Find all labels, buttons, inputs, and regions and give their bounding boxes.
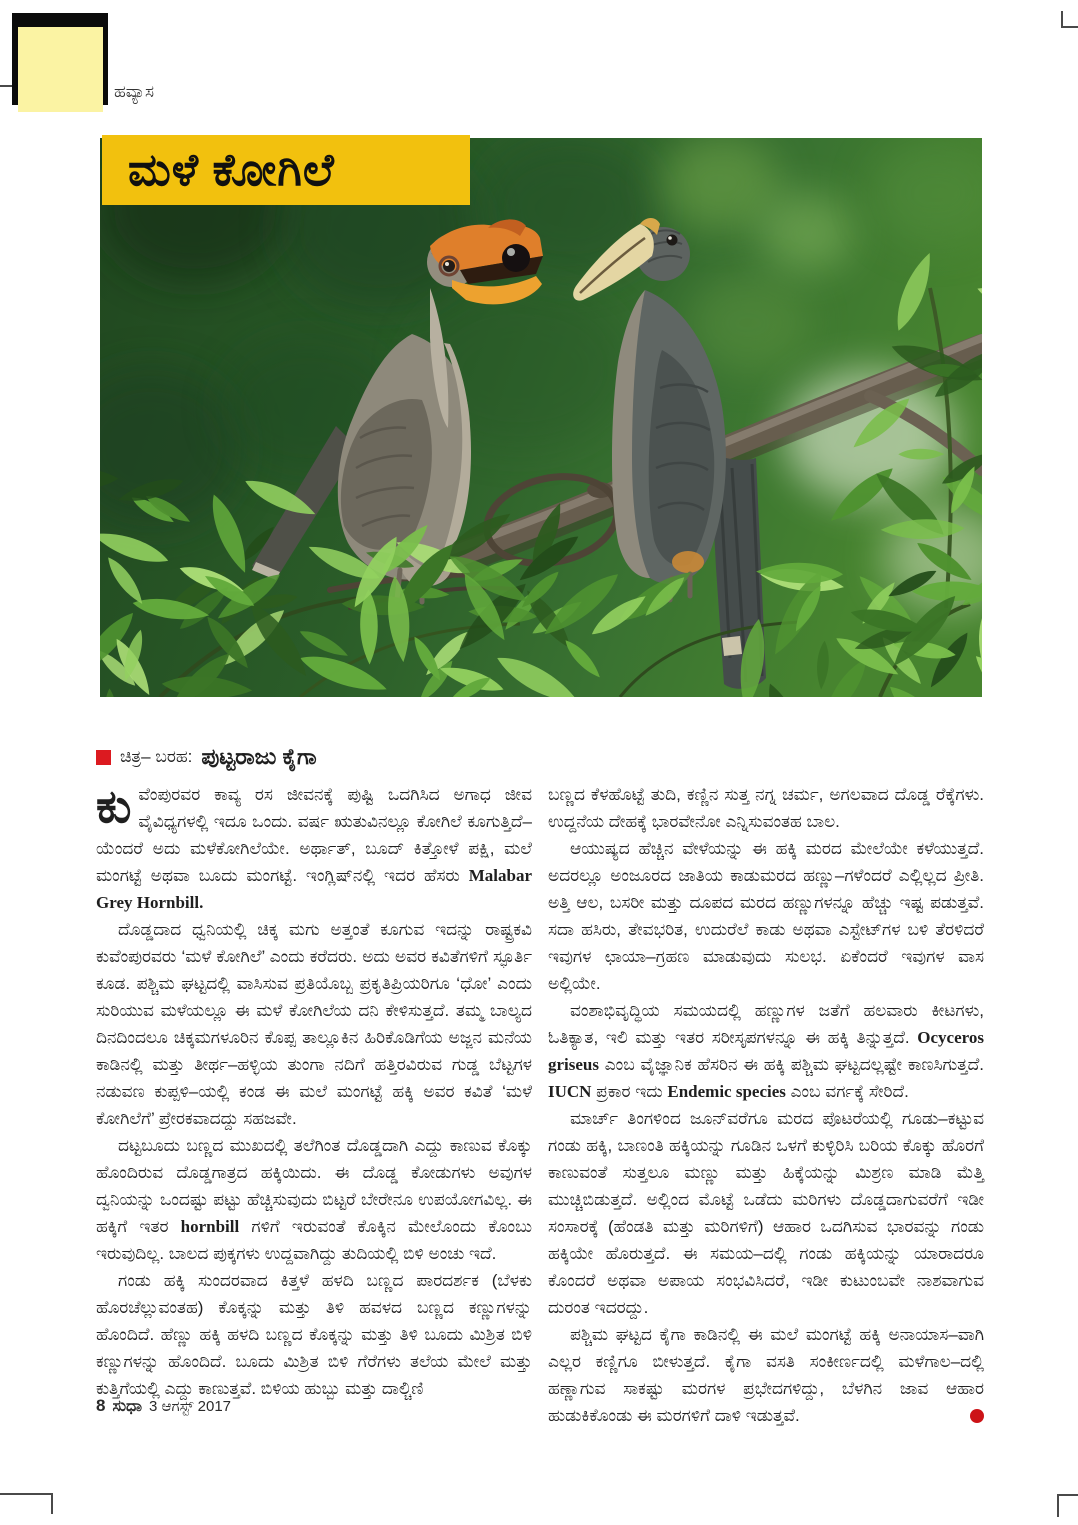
paragraph: ಆಯುಷ್ಯದ ಹೆಚ್ಚಿನ ವೇಳೆಯನ್ನು ಈ ಹಕ್ಕಿ ಮರದ ಮೇಲೆಯೇ ಕಳೆಯುತ್ತದೆ. ಅದರಲ್ಲೂ ಅಂಜೂರದ ಜಾತಿಯ ಕಾಡುಮರದ ಹಣ್ಣು–ಗಳೆಂದರೆ ಎಲ್ಲಿಲ್ಲದ ಪ್ರೀತಿ. ಅತ್ತಿ ಆಲ, ಬಸರೀ ಮತ್ತು ದೂಪದ ಮರದ ಹಣ್ಣುಗಳನ್ನೂ ಹೆಚ್ಚು ಇಷ್ಟ ಪಡುತ್ತವೆ. ಸದಾ ಹಸಿರು, ತೇವಭರಿತ, ಉದುರೆಲೆ ಕಾಡು ಅಥವಾ ಎಸ್ಟೇಟ್‌ಗಳ ಬಳಿ ತೆರಳಿದರೆ ಇವುಗಳ ಛಾಯಾ–ಗ್ರಹಣ ಮಾಡುವುದು ಸುಲಭ. ಏಕೆಂದರೆ ಇವುಗಳ ವಾಸ ಅಲ್ಲಿಯೇ. [548,839,984,993]
paragraph: ಬಣ್ಣದ ಕೆಳಹೊಟ್ಟೆ ತುದಿ, ಕಣ್ಣಿನ ಸುತ್ತ ನಗ್ನ ಚರ್ಮ, ಅಗಲವಾದ ದೊಡ್ಡ ರೆಕ್ಕೆಗಳು. ಉದ್ದನೆಯ ದೇಹಕ್ಕೆ ಭಾರವೇನೋ ಎನ್ನಿಸುವಂತಹ ಬಾಲ. [548,785,984,831]
article-end-bullet-icon [970,1409,984,1423]
crop-mark-bottom-right [1057,1494,1078,1517]
paragraph: ಪಶ್ಚಿಮ ಘಟ್ಟದ ಕೈಗಾ ಕಾಡಿನಲ್ಲಿ ಈ ಮಲೆ ಮಂಗಟ್ಟೆ ಹಕ್ಕಿ ಅನಾಯಾಸ–ವಾಗಿ ಎಲ್ಲರ ಕಣ್ಣಿಗೂ ಬೀಳುತ್ತದೆ. ಕೈಗಾ ವಸತಿ ಸಂಕೀರ್ಣದಲ್ಲಿ ಮಳೆಗಾಲ–ದಲ್ಲಿ ಹಣ್ಣಾಗುವ ಸಾಕಷ್ಟು ಮರಗಳ ಪ್ರಭೇದಗಳಿದ್ದು, ಬೆಳಗಿನ ಜಾವ ಆಹಾರ ಹುಡುಕಿಕೊಂಡು ಈ ಮರಗಳಿಗೆ ದಾಳಿ ಇಡುತ್ತವೆ. [548,1325,984,1425]
paragraph: ದಟ್ಟಬೂದು ಬಣ್ಣದ ಮುಖದಲ್ಲಿ ತಲೆಗಿಂತ ದೊಡ್ಡದಾಗಿ ಎದ್ದು ಕಾಣುವ ಕೊಕ್ಕು ಹೊಂದಿರುವ ದೊಡ್ಡಗಾತ್ರದ ಹಕ್ಕಿಯಿದು. ಈ ದೊಡ್ಡ ಕೋಡುಗಳು ಅವುಗಳ ದ್ವನಿಯನ್ನು ಒಂದಷ್ಟು ಪಟ್ಟು ಹೆಚ್ಚಿಸುವುದು ಬಿಟ್ಟರೆ ಬೇರೇನೂ ಉಪಯೋಗವಿಲ್ಲ. ಈ ಹಕ್ಕಿಗೆ ಇತರ hornbill ಗಳಿಗೆ ಇರುವಂತೆ ಕೊಕ್ಕಿನ ಮೇಲೊಂದು ಕೊಂಬು ಇರುವುದಿಲ್ಲ. ಬಾಲದ ಪುಕ್ಕಗಳು ಉದ್ದವಾಗಿದ್ದು ತುದಿಯಲ್ಲಿ ಬಿಳಿ ಅಂಚು ಇದೆ. [96,1136,532,1263]
article-title: ಮಳೆ ಕೋಗಿಲೆ [102,135,470,205]
byline-red-square-icon [96,750,111,765]
section-label: ಹವ್ಯಾಸ [114,82,155,101]
byline [96,744,317,770]
paragraph: ಗಂಡು ಹಕ್ಕಿ ಸುಂದರವಾದ ಕಿತ್ತಳೆ ಹಳದಿ ಬಣ್ಣದ ಪಾರದರ್ಶಕ (ಬೆಳಕು ಹೊರಚೆಲ್ಲುವಂತಹ) ಕೊಕ್ಕನ್ನು ಮತ್ತು ತಿಳಿ ಹವಳದ ಬಣ್ಣದ ಕಣ್ಣುಗಳನ್ನು ಹೊಂದಿದೆ. ಹೆಣ್ಣು ಹಕ್ಕಿ ಹಳದಿ ಬಣ್ಣದ ಕೊಕ್ಕನ್ನು ಮತ್ತು ತಿಳಿ ಬೂದು ಮಿಶ್ರಿತ ಬಿಳಿ ಕಣ್ಣುಗಳನ್ನು ಹೊಂದಿದೆ. ಬೂದು ಮಿಶ್ರಿತ ಬಿಳಿ ಗೆರೆಗಳು ತಲೆಯ ಮೇಲೆ ಮತ್ತು ಕುತ್ತಿಗೆಯಲ್ಲಿ ಎದ್ದು ಕಾಣುತ್ತವೆ. ಬಿಳಿಯ ಹುಬ್ಬು ಮತ್ತು ದಾಲ್ಚಿಣಿ [96,1271,532,1398]
hornbill-photo-art [100,138,982,697]
crop-mark-bottom-left [0,1493,53,1514]
page-number: 8 [96,1396,106,1415]
crop-mark-top-right [1061,11,1078,28]
paragraph: ದೊಡ್ಡದಾದ ಧ್ವನಿಯಲ್ಲಿ ಚಿಕ್ಕ ಮಗು ಅತ್ತಂತೆ ಕೂಗುವ ಇದನ್ನು ರಾಷ್ಟ್ರಕವಿ ಕುವೆಂಪುರವರು ‘ಮಳೆ ಕೋಗಿಲೆ’ ಎಂದು ಕರೆದರು. ಅದು ಅವರ ಕವಿತೆಗಳಿಗೆ ಸ್ಫೂರ್ತಿ ಕೂಡ. ಪಶ್ಚಿಮ ಘಟ್ಟದಲ್ಲಿ ವಾಸಿಸುವ ಪ್ರತಿಯೊಬ್ಬ ಪ್ರಕೃತಿಪ್ರಿಯರಿಗೂ ‘ಧೋ’ ಎಂದು ಸುರಿಯುವ ಮಳೆಯಲ್ಲೂ ಈ ಮಳೆ ಕೋಗಿಲೆಯ ದನಿ ಕೇಳಿಸುತ್ತದೆ. ತಮ್ಮ ಬಾಲ್ಯದ ದಿನದಿಂದಲೂ ಚಿಕ್ಕಮಗಳೂರಿನ ಕೊಪ್ಪ ತಾಲ್ಲೂಕಿನ ಹಿರಿಕೊಡಿಗೆಯ ಅಜ್ಜನ ಮನೆಯ ಕಾಡಿನಲ್ಲಿ ಮತ್ತು ತೀರ್ಥ–ಹಳ್ಳಿಯ ತುಂಗಾ ನದಿಗೆ ಹತ್ತಿರವಿರುವ ಗುಡ್ಡ ಬೆಟ್ಟಗಳ ನಡುವಣ ಕುಪ್ಪಳಿ–ಯಲ್ಲಿ ಕಂಡ ಈ ಮಲೆ ಮಂಗಟ್ಟೆ ಹಕ್ಕಿ ಅವರ ಕವಿತೆ ‘ಮಳೆ ಕೋಗಿಲೆಗೆ’ ಪ್ರೇರಕವಾದದ್ದು ಸಹಜವೇ. [96,920,532,1128]
logo-yellow-square [18,27,103,112]
article-column-left [96,781,532,1402]
byline-author: ಪುಟ್ಟರಾಜು ಕೈಗಾ [201,744,317,769]
issue-date: 3 ಆಗಸ್ಟ್ 2017 [149,1398,232,1415]
byline-prefix: ಚಿತ್ರ– ಬರಹ: [120,747,193,766]
paragraph: ಮಾರ್ಚ್ ತಿಂಗಳಿಂದ ಜೂನ್‌ವರೆಗೂ ಮರದ ಪೊಟರೆಯಲ್ಲಿ ಗೂಡು–ಕಟ್ಟುವ ಗಂಡು ಹಕ್ಕಿ, ಬಾಣಂತಿ ಹಕ್ಕಿಯನ್ನು ಗೂಡಿನ ಒಳಗೆ ಕುಳ್ಳಿರಿಸಿ ಬರಿಯ ಕೊಕ್ಕು ಹೊರಗೆ ಕಾಣುವಂತೆ ಸುತ್ತಲೂ ಮಣ್ಣು ಮತ್ತು ಹಿಕ್ಕೆಯನ್ನು ಮಿಶ್ರಣ ಮಾಡಿ ಮೆತ್ತಿ ಮುಚ್ಚಿಬಿಡುತ್ತದೆ. ಅಲ್ಲಿಂದ ಮೊಟ್ಟೆ ಒಡೆದು ಮರಿಗಳು ದೊಡ್ಡದಾಗುವರೆಗೆ ಇಡೀ ಸಂಸಾರಕ್ಕೆ (ಹೆಂಡತಿ ಮತ್ತು ಮರಿಗಳಿಗೆ) ಆಹಾರ ಒದಗಿಸುವ ಭಾರವನ್ನು ಗಂಡು ಹಕ್ಕಿಯೇ ಹೊರುತ್ತದೆ. ಈ ಸಮಯ–ದಲ್ಲಿ ಗಂಡು ಹಕ್ಕಿಯನ್ನು ಯಾರಾದರೂ ಕೊಂದರೆ ಅಥವಾ ಅಪಾಯ ಸಂಭವಿಸಿದರೆ, ಇಡೀ ಕುಟುಂಬವೇ ನಾಶವಾಗುವ ದುರಂತ ಇದರದ್ದು. [548,1109,984,1317]
page-footer [96,1396,231,1416]
paragraph: ವಂಶಾಭಿವೃದ್ಧಿಯ ಸಮಯದಲ್ಲಿ ಹಣ್ಣುಗಳ ಜತೆಗೆ ಹಲವಾರು ಕೀಟಗಳು, ಓತಿಕ್ಯಾತ, ಇಲಿ ಮತ್ತು ಇತರ ಸರೀಸೃಪಗಳನ್ನೂ ಈ ಹಕ್ಕಿ ತಿನ್ನುತ್ತದೆ. Ocyceros griseus ಎಂಬ ವೈಜ್ಞಾನಿಕ ಹೆಸರಿನ ಈ ಹಕ್ಕಿ ಪಶ್ಚಿಮ ಘಟ್ಟದಲ್ಲಷ್ಟೇ ಕಾಣಸಿಗುತ್ತದೆ. IUCN ಪ್ರಕಾರ ಇದು Endemic species ಎಂಬ ವರ್ಗಕ್ಕೆ ಸೇರಿದೆ. [548,1001,984,1101]
magazine-name: ಸುಧಾ [112,1398,143,1415]
article-column-right [548,781,984,1429]
paragraph: ಕುವೆಂಪುರವರ ಕಾವ್ಯ ರಸ ಜೀವನಕ್ಕೆ ಪುಷ್ಟಿ ಒದಗಿಸಿದ ಅಗಾಧ ಜೀವ ವೈವಿಧ್ಯಗಳಲ್ಲಿ ಇದೂ ಒಂದು. ವರ್ಷ ಋತುವಿನಲ್ಲೂ ಕೋಗಿಲೆ ಕೂಗುತ್ತಿದೆ–ಯೆಂದರೆ ಅದು ಮಳೆಕೋಗಿಲೆಯೇ. ಅರ್ಥಾತ್, ಬೂದ್ ಕಿತ್ತೋಳೆ ಪಕ್ಷಿ, ಮಲೆ ಮಂಗಟ್ಟೆ ಅಥವಾ ಬೂದು ಮಂಗಟ್ಟೆ. ಇಂಗ್ಲಿಷ್‌ನಲ್ಲಿ ಇದರ ಹೆಸರು Malabar Grey Hornbill. [96,780,532,912]
drop-cap: ಕು [96,780,132,832]
registration-line [0,85,12,87]
hornbill-photo [100,138,982,697]
